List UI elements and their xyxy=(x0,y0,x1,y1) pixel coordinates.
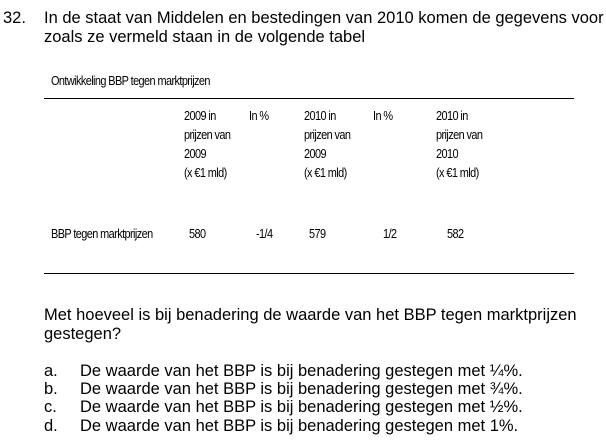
option-a[interactable] xyxy=(44,362,523,380)
question-intro-line-2: zoals ze vermeld staan in de volgende tabel xyxy=(44,28,366,46)
header-line: prijzen van xyxy=(184,127,231,142)
question-number: 32. xyxy=(3,9,26,27)
header-line: prijzen van xyxy=(304,127,351,142)
option-text: De waarde van het BBP is bij benadering gestegen met ½%. xyxy=(80,398,523,416)
option-d[interactable] xyxy=(44,417,518,435)
table-bottom-rule xyxy=(44,273,574,274)
header-line: (x €1 mld) xyxy=(304,165,347,180)
option-letter: c. xyxy=(44,398,57,416)
cell-pct-2: 1/2 xyxy=(383,226,397,241)
option-text: De waarde van het BBP is bij benadering gestegen met 1%. xyxy=(80,417,519,435)
column-header-2009 xyxy=(184,106,239,182)
header-line: prijzen van xyxy=(436,127,483,142)
row-label: BBP tegen marktprijzen xyxy=(51,226,153,241)
column-header-2010-in-2010-prices xyxy=(436,106,491,182)
option-text: De waarde van het BBP is bij benadering gestegen met ¼%. xyxy=(80,362,523,380)
header-line: 2009 in xyxy=(184,108,216,123)
header-line: 2009 xyxy=(184,146,206,161)
header-line: In % xyxy=(373,108,393,123)
option-c[interactable] xyxy=(44,398,523,416)
question-intro-line-1: In de staat van Middelen en bestedingen van 2010 komen de gegevens voor xyxy=(44,9,604,27)
option-letter: a. xyxy=(44,362,58,380)
column-header-2010-in-2009-prices xyxy=(304,106,359,182)
option-letter: b. xyxy=(44,380,58,398)
question-prompt-line-2: gestegen? xyxy=(44,325,122,343)
cell-2010-in-2010-prices: 582 xyxy=(447,226,464,241)
cell-2009: 580 xyxy=(189,226,206,241)
header-line: In % xyxy=(249,108,269,123)
header-line: 2009 xyxy=(304,146,326,161)
table-caption: Ontwikkeling BBP tegen marktprijzen xyxy=(51,73,210,88)
option-text: De waarde van het BBP is bij benadering gestegen met ¾%. xyxy=(80,380,523,398)
cell-pct-1: -1/4 xyxy=(256,226,273,241)
column-header-pct-2 xyxy=(373,106,396,125)
cell-2010-in-2009-prices: 579 xyxy=(309,226,326,241)
header-line: 2010 in xyxy=(436,108,468,123)
option-letter: d. xyxy=(44,417,58,435)
header-line: 2010 xyxy=(436,146,458,161)
question-prompt-line-1: Met hoeveel is bij benadering de waarde van het BBP tegen marktprijzen xyxy=(44,306,577,324)
column-header-pct-1 xyxy=(249,106,272,125)
header-line: (x €1 mld) xyxy=(184,165,227,180)
table-top-rule xyxy=(44,98,574,99)
header-line: 2010 in xyxy=(304,108,336,123)
option-b[interactable] xyxy=(44,380,523,398)
header-line: (x €1 mld) xyxy=(436,165,479,180)
